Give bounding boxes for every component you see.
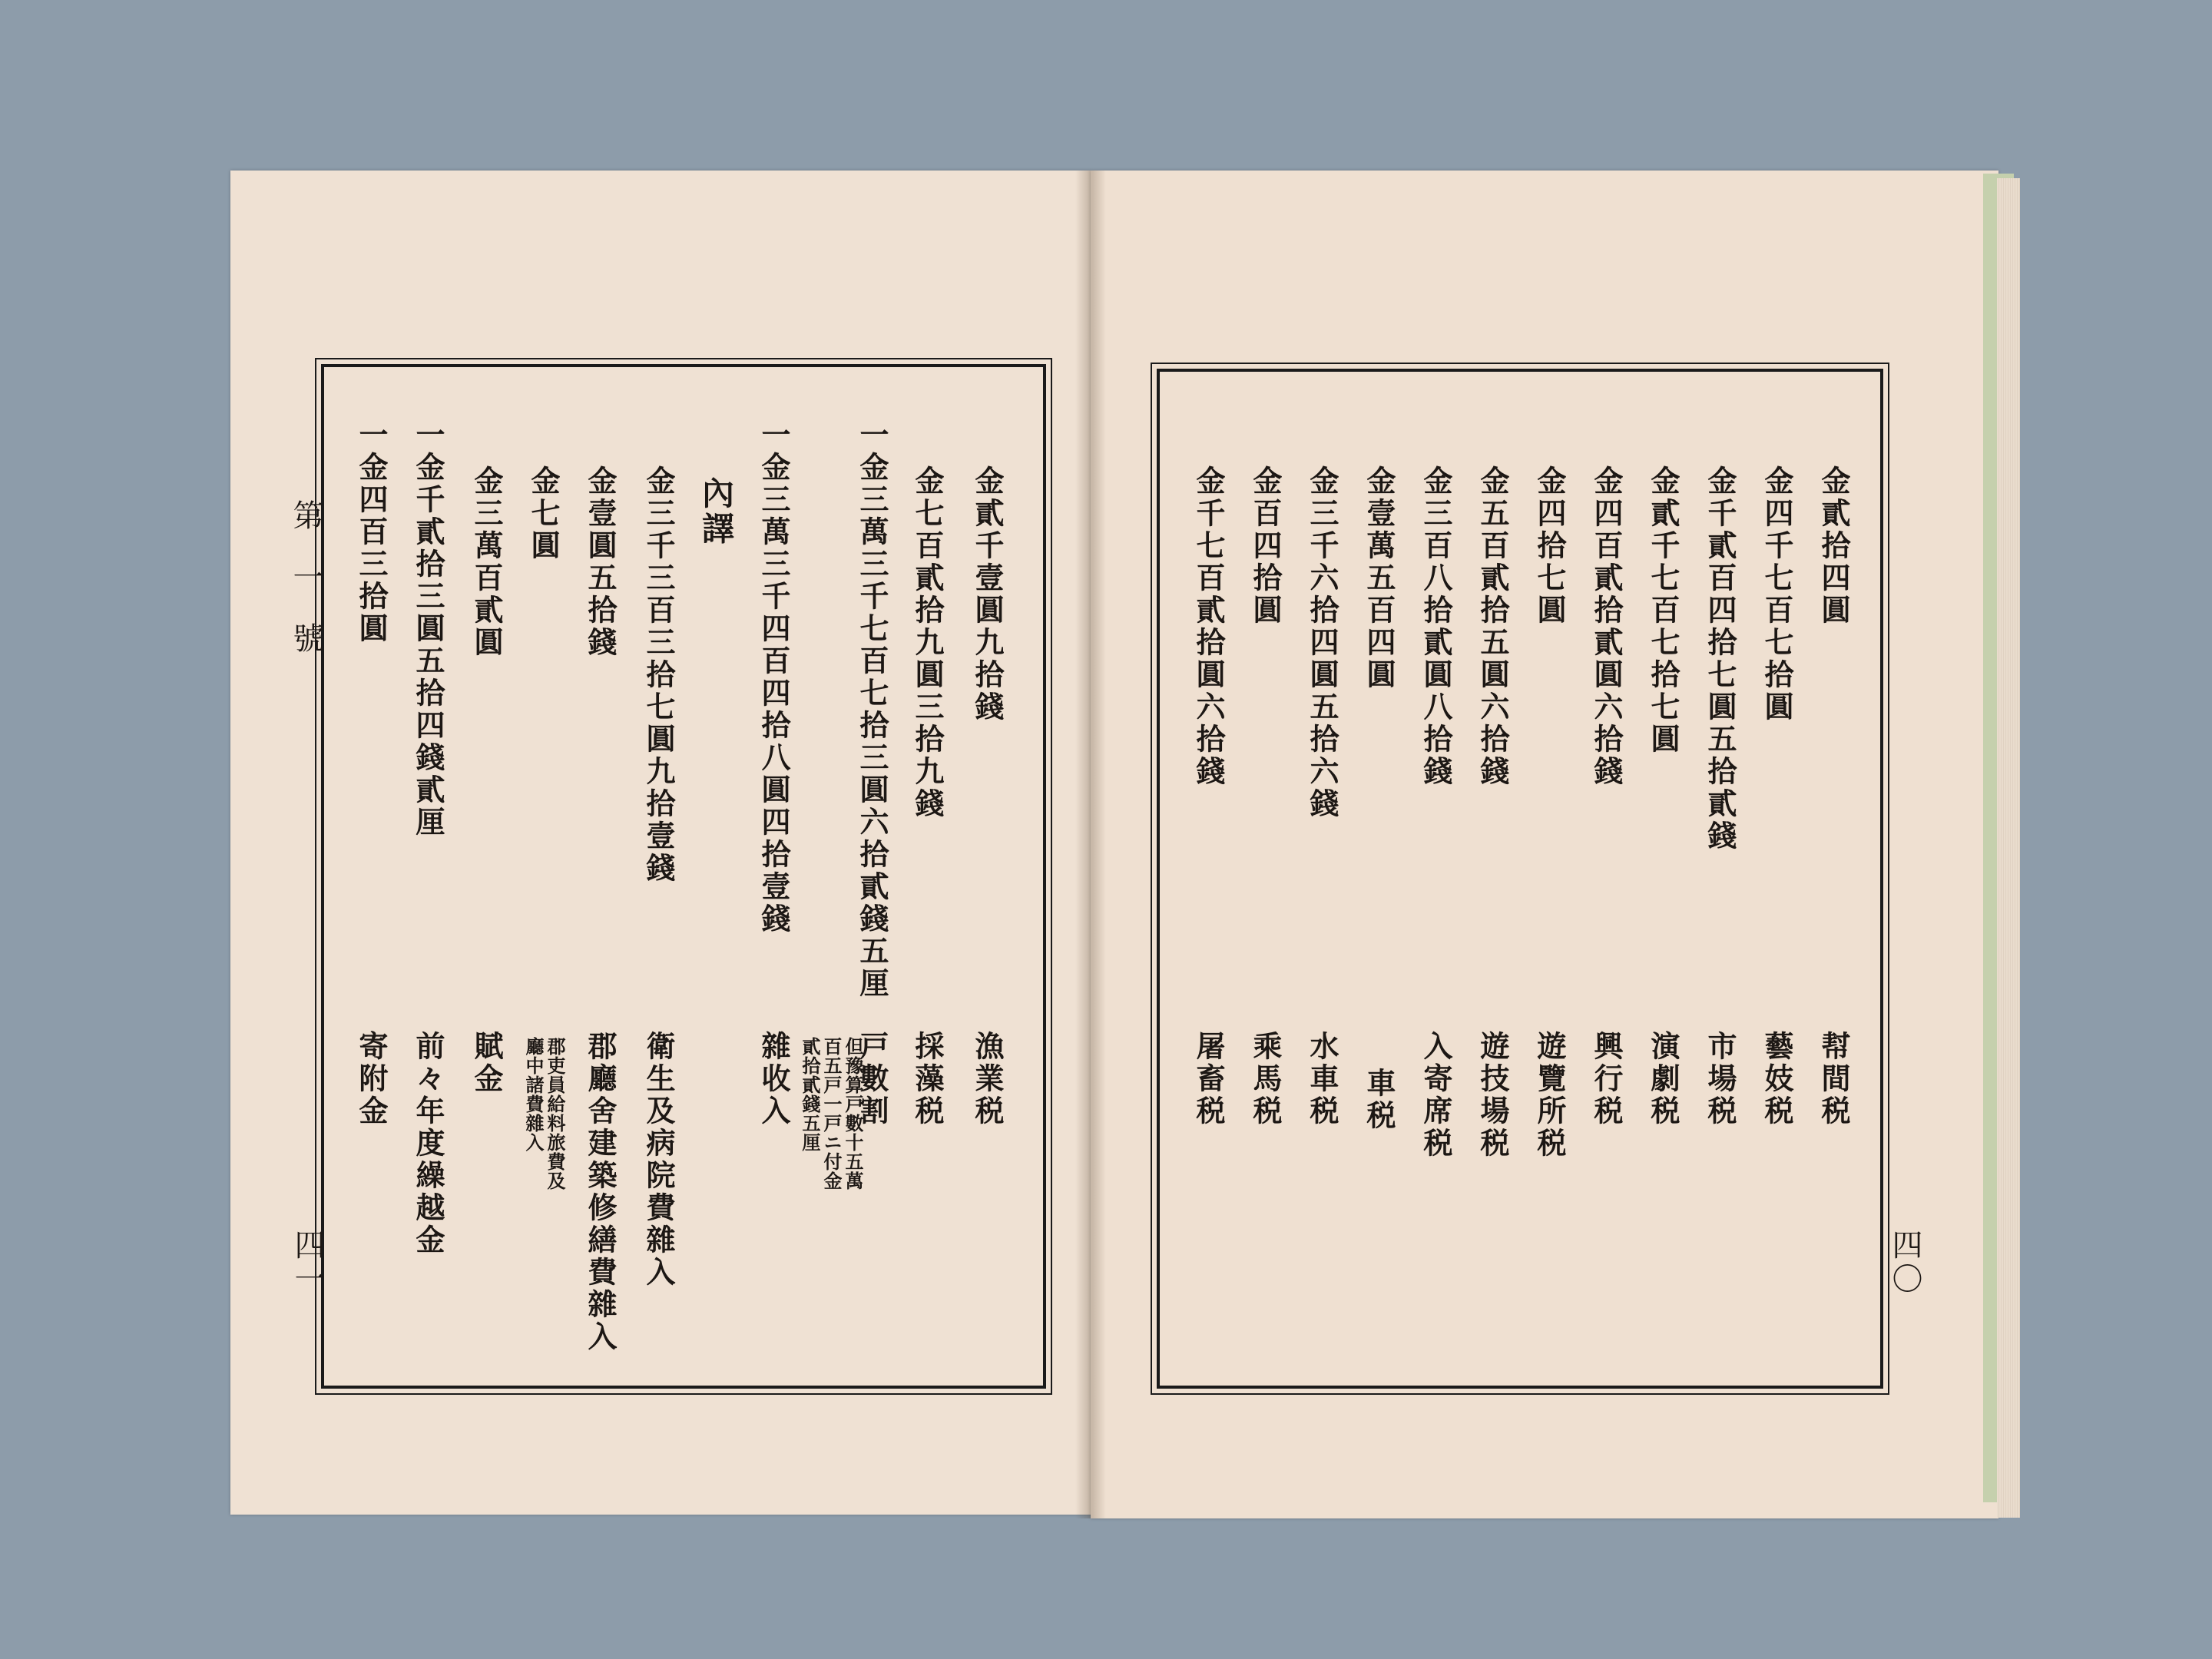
right-entry-4-amount: 金貳千七百七拾七圓	[1646, 465, 1681, 756]
left-entry-2-amount: 金七百貳拾九圓三拾九錢	[910, 465, 945, 820]
right-entry-8-amount: 金三百八拾貳圓八拾錢	[1419, 465, 1453, 788]
right-entry-5-amount: 金四百貳拾貳圓六拾錢	[1589, 465, 1624, 788]
left-entry-7-note: 郡吏員給料旅費及廳中諸費雜入	[522, 1037, 566, 1190]
right-entry-1-item: 幇間税	[1816, 1031, 1851, 1128]
right-entry-11-amount: 金百四拾圓	[1248, 465, 1283, 627]
left-entry-3-amount: 一金三萬三千七百七拾三圓六拾貳錢五厘	[855, 419, 889, 1000]
left-entry-7-amount: 金壹圓五拾錢	[583, 465, 618, 659]
right-entry-7-item: 遊技場税	[1475, 1031, 1510, 1160]
left-page-number: 四一	[290, 1229, 325, 1296]
right-entry-6-amount: 金四拾七圓	[1532, 465, 1567, 627]
right-entry-2-item: 藝妓税	[1760, 1031, 1794, 1128]
left-entry-10-item: 前々年度繰越金	[411, 1031, 445, 1257]
right-entry-10-item: 水車税	[1305, 1031, 1339, 1128]
right-entry-10-amount: 金三千六拾四圓五拾六錢	[1305, 465, 1339, 820]
right-entry-9-amount: 金壹萬五百四圓	[1362, 465, 1396, 691]
right-entry-4-item: 演劇税	[1646, 1031, 1681, 1128]
left-entry-4-item: 雜收入	[757, 1031, 791, 1128]
left-entry-10-amount: 一金千貳拾三圓五拾四錢貳厘	[411, 419, 445, 839]
right-entry-8-item: 入寄席税	[1419, 1031, 1453, 1160]
right-entry-1-amount: 金貳拾四圓	[1816, 465, 1851, 627]
left-entry-6-amount: 金三千三百三拾七圓九拾壹錢	[641, 465, 676, 885]
left-entry-11-item: 寄附金	[354, 1031, 389, 1128]
left-entry-3-note: 但豫算戸數十五萬百五戸一戸ニ付金貳拾貳錢五厘	[799, 1037, 864, 1190]
right-page-number: 四〇	[1887, 1229, 1922, 1296]
left-breakdown-label: 內譯	[697, 476, 735, 547]
left-entry-8-amount: 金七圓	[526, 465, 561, 562]
left-entry-2-item: 採藻税	[910, 1031, 945, 1128]
right-entry-3-item: 市場税	[1703, 1031, 1737, 1128]
right-entry-7-amount: 金五百貳拾五圓六拾錢	[1475, 465, 1510, 788]
right-entry-2-amount: 金四千七百七拾圓	[1760, 465, 1794, 724]
right-entry-11-item: 乘馬税	[1248, 1031, 1283, 1128]
right-entry-5-item: 興行税	[1589, 1031, 1624, 1128]
left-entry-3-item: 戸數割	[855, 1031, 889, 1128]
book-gutter	[1075, 171, 1106, 1518]
right-entry-3-amount: 金千貳百四拾七圓五拾貳錢	[1703, 465, 1737, 853]
page-block-edges	[1997, 178, 2020, 1518]
right-entry-12-amount: 金千七百貳拾圓六拾錢	[1191, 465, 1226, 788]
left-entry-4-amount: 一金三萬三千四百四拾八圓四拾壹錢	[757, 419, 791, 935]
right-entry-6-item: 遊覽所税	[1532, 1031, 1567, 1160]
left-entry-9-item: 賦金	[469, 1031, 504, 1095]
left-entry-7-item: 郡廳舍建築修繕費雜入	[583, 1031, 618, 1353]
left-entry-11-amount: 一金四百三拾圓	[354, 419, 389, 645]
left-entry-9-amount: 金三萬百貳圓	[469, 465, 504, 659]
left-entry-1-amount: 金貳千壹圓九拾錢	[970, 465, 1005, 724]
left-entry-1-item: 漁業税	[970, 1031, 1005, 1128]
right-entry-9-item: 車税	[1362, 1068, 1396, 1132]
left-entry-6-item: 衛生及病院費雜入	[641, 1031, 676, 1289]
left-page-header: 第一號	[288, 499, 323, 684]
right-entry-12-item: 屠畜税	[1191, 1031, 1226, 1128]
